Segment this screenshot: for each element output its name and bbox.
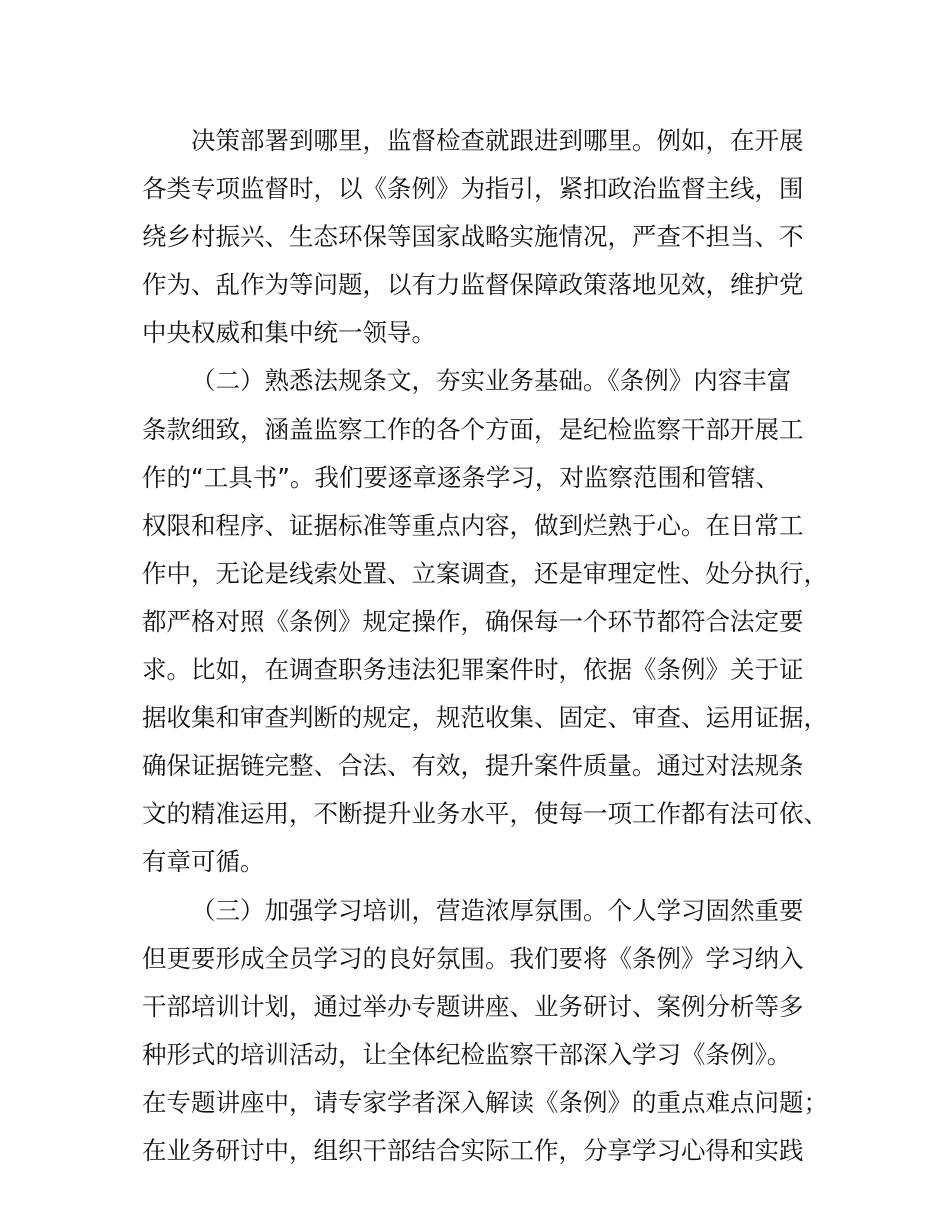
paragraph-2-line-10: 文的精准运用，不断提升业务水平，使每一项工作都有法可依、 (142, 799, 828, 829)
paragraph-3-line-6: 在业务研讨中，组织干部结合实际工作，分享学习心得和实践 (142, 1135, 804, 1165)
paragraph-1-line-1: 决策部署到哪里，监督检查就跟进到哪里。例如，在开展 (191, 126, 804, 155)
body-text (142, 117, 828, 1175)
paragraph-1-line-2: 各类专项监督时，以《条例》为指引，紧扣政治监督主线，围 (142, 174, 804, 204)
paragraph-1-line-3: 绕乡村振兴、生态环保等国家战略实施情况，严查不担当、不 (142, 222, 804, 252)
paragraph-2-line-2: 条款细致，涵盖监察工作的各个方面，是纪检监察干部开展工 (142, 414, 804, 444)
paragraph-2-line-4: 权限和程序、证据标准等重点内容，做到烂熟于心。在日常工 (142, 510, 804, 540)
paragraph-3-line-1: （三）加强学习培训，营造浓厚氛围。个人学习固然重要 (191, 895, 804, 925)
paragraph-2-line-5: 作中，无论是线索处置、立案调查，还是审理定性、处分执行， (142, 558, 828, 588)
paragraph-1-line-4: 作为、乱作为等问题，以有力监督保障政策落地见效，维护党 (142, 270, 804, 300)
paragraph-3-line-4: 种形式的培训活动，让全体纪检监察干部深入学习《条例》。 (142, 1039, 792, 1069)
paragraph-3-line-5: 在专题讲座中，请专家学者深入解读《条例》的重点难点问题； (142, 1087, 828, 1117)
paragraph-2-line-3: 作的“工具书”。我们要逐章逐条学习，对监察范围和管辖、 (142, 462, 780, 492)
paragraph-3-line-3: 干部培训计划，通过举办专题讲座、业务研讨、案例分析等多 (142, 991, 804, 1021)
paragraph-2-line-9: 确保证据链完整、合法、有效，提升案件质量。通过对法规条 (142, 751, 804, 781)
paragraph-2-line-11: 有章可循。 (142, 847, 265, 877)
paragraph-3-line-2: 但更要形成全员学习的良好氛围。我们要将《条例》学习纳入 (142, 943, 804, 973)
paragraph-2-line-1: （二）熟悉法规条文，夯实业务基础。《条例》内容丰富 (191, 366, 792, 396)
paragraph-1-line-5: 中央权威和集中统一领导。 (142, 318, 436, 348)
paragraph-2-line-6: 都严格对照《条例》规定操作，确保每一个环节都符合法定要 (142, 606, 804, 636)
paragraph-2-line-7: 求。比如，在调查职务违法犯罪案件时，依据《条例》关于证 (142, 655, 804, 685)
paragraph-2-line-8: 据收集和审查判断的规定，规范收集、固定、审查、运用证据， (142, 703, 828, 733)
